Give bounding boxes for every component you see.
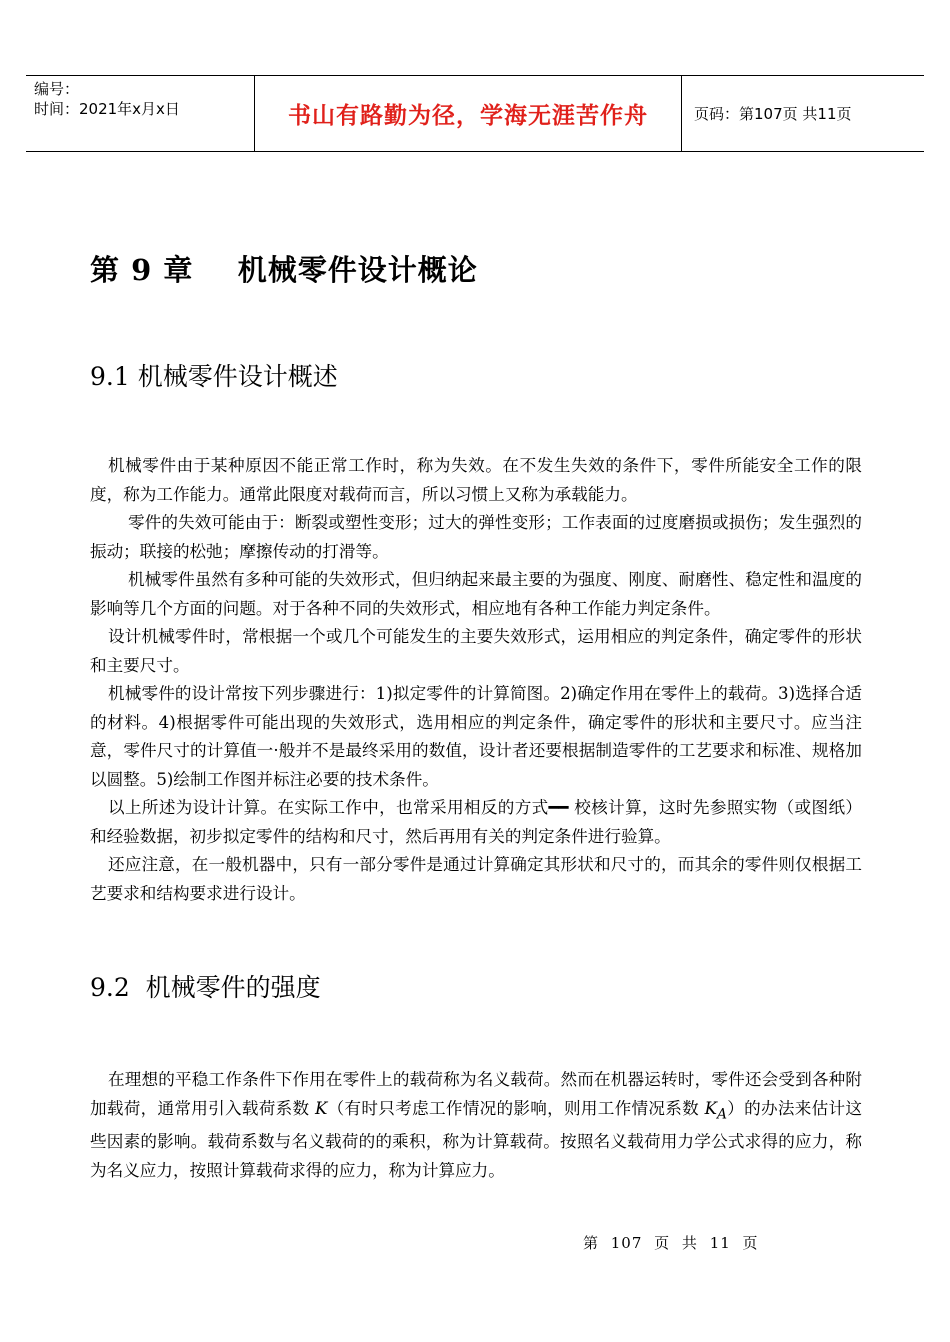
document-number-label: 编号： — [34, 80, 80, 98]
symbol-k-base: K — [704, 1098, 717, 1118]
text-run: （有时只考虑工作情况的影响，则用工作情况系数 — [327, 1098, 705, 1118]
text-run: 在理想的平稳工作条件下作用在零件上的载荷称为名义载荷。然而在机器运转时，零件还会受到各种附加载荷，通常用引入载荷系数 — [90, 1070, 862, 1118]
paragraph: 零件的失效可能由于：断裂或塑性变形；过大的弹性变形；工作表面的过度磨损或损伤；发生强烈的振动；联接的松弛；摩擦传动的打滑等。 — [90, 513, 862, 561]
section-9-2-body — [90, 1066, 862, 1185]
paragraph: 机械零件的设计常按下列步骤进行：1)拟定零件的计算简图。2)确定作用在零件上的载荷。3)选择合适的材料。4)根据零件可能出现的失效形式，选用相应的判定条件，确定零件的形状和主要尺寸。应当注意，零件尺寸的计算值一·般并不是最终采用的数值，设计者还要根据制造零件的工艺要求和标准、规格加以圆整。5)绘制工作图并标注必要的技术条件。 — [90, 684, 862, 789]
paragraph: 设计机械零件时，常根据一个或几个可能发生的主要失效形式，运用相应的判定条件，确定零件的形状和主要尺寸。 — [90, 627, 862, 675]
section-9-1-body — [90, 452, 862, 908]
paragraph: 以上所述为设计计算。在实际工作中，也常采用相反的方式━━ 校核计算，这时先参照实物（或图纸）和经验数据，初步拟定零件的结构和尺寸，然后再用有关的判定条件进行验算。 — [90, 798, 862, 846]
symbol-ka — [704, 1098, 727, 1122]
paragraph: 机械零件由于某种原因不能正常工作时，称为失效。在不发生失效的条件下，零件所能安全工作的限度，称为工作能力。通常此限度对载荷而言，所以习惯上又称为承载能力。 — [90, 456, 862, 504]
text-run: ）的办法来估计这些因素的影响。载荷系数与名义载荷的的乘积，称为计算载荷。按照名义载荷用力学公式求得的应力，称为名义应力，按照计算载荷求得的应力，称为计算应力。 — [90, 1098, 862, 1180]
header-motto: 书山有路勤为径，学海无涯苦作舟 — [254, 76, 682, 151]
page-header — [26, 75, 924, 152]
header-meta — [26, 76, 254, 151]
symbol-subscript: A — [716, 1105, 727, 1122]
section-title-9-1: 9.1 机械零件设计概述 — [90, 362, 338, 391]
section-title-9-2: 9.2 机械零件的强度 — [90, 973, 321, 1002]
document-time-label: 时间：2021年x月x日 — [34, 100, 180, 118]
page-footer: 第 107 页 共 11 页 — [583, 1234, 759, 1252]
paragraph — [90, 1066, 862, 1185]
paragraph: 还应注意，在一般机器中，只有一部分零件是通过计算确定其形状和尺寸的，而其余的零件则仅根据工艺要求和结构要求进行设计。 — [90, 855, 862, 903]
symbol-k: K — [314, 1098, 328, 1118]
chapter-title: 第 9 章 机械零件设计概论 — [90, 253, 478, 287]
paragraph: 机械零件虽然有多种可能的失效形式，但归纳起来最主要的为强度、刚度、耐磨性、稳定性和温度的影响等几个方面的问题。对于各种不同的失效形式，相应地有各种工作能力判定条件。 — [90, 570, 862, 618]
header-page-info: 页码：第107页 共11页 — [694, 105, 852, 123]
